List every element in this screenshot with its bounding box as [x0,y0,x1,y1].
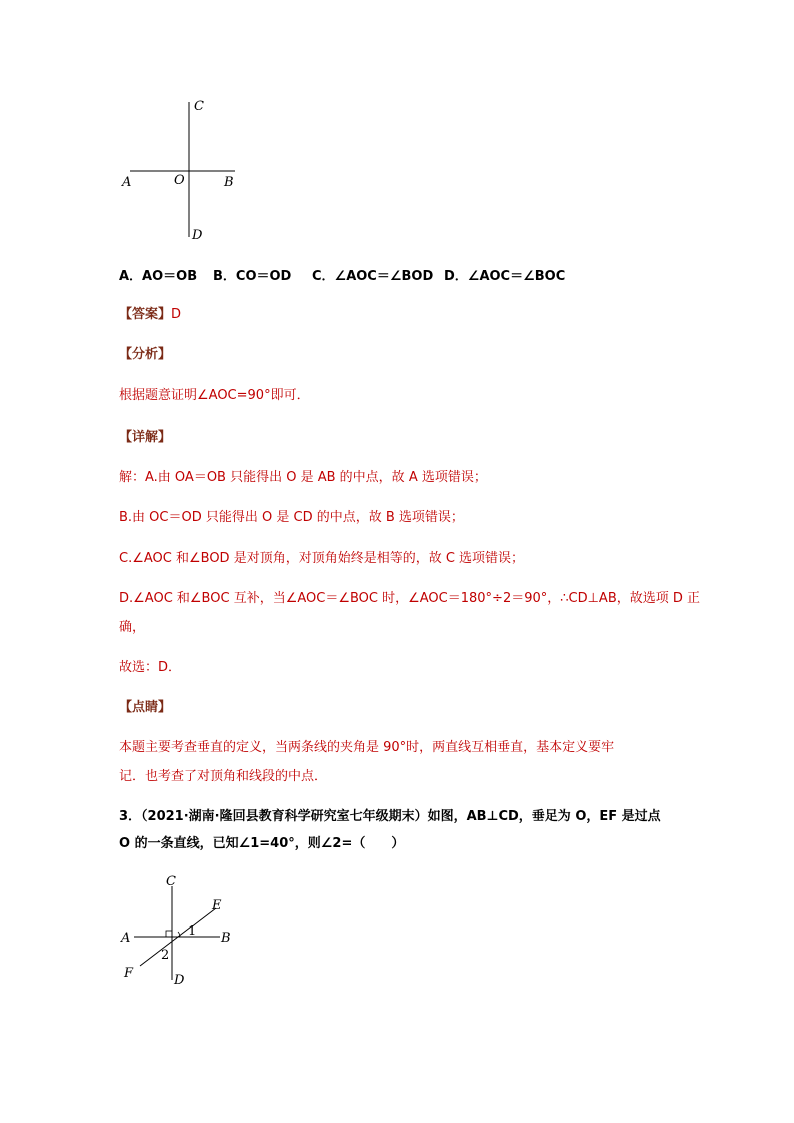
label-d: D [174,973,185,988]
detail-tag: 【详解】 [119,430,172,445]
label-a: A [121,931,131,946]
label-c: C [194,99,204,114]
question-3-line-2: O 的一条直线，已知∠1=40°，则∠2=（ ） [119,836,405,851]
detail-line-2: B.由 OC＝OD 只能得出 O 是 CD 的中点，故 B 选项错误； [119,510,464,525]
analysis-text: 根据题意证明∠AOC=90°即可． [119,388,310,403]
answer-line [119,305,181,325]
comment-line-1: 本题主要考查垂直的定义，当两条线的夹角是 90°时，两直线互相垂直，基本定义要牢 [119,740,615,755]
option-c: C．∠AOC＝∠BOD [312,269,434,284]
option-b: B．CO＝OD [213,269,292,284]
question-3-line-1: 3．（2021·湖南·隆回县教育科学研究室七年级期末）如图，AB⊥CD，垂足为 O，EF 是过点 [119,809,661,824]
label-f: F [124,966,134,981]
label-d: D [192,228,203,243]
option-d: D．∠AOC＝∠BOC [444,269,566,284]
label-b: B [224,175,234,190]
label-e: E [212,898,222,913]
detail-line-3: C.∠AOC 和∠BOD 是对顶角，对顶角始终是相等的，故 C 选项错误； [119,551,525,566]
analysis-tag: 【分析】 [119,347,172,362]
detail-line-1: 解：A.由 OA＝OB 只能得出 O 是 AB 的中点，故 A 选项错误； [119,470,487,485]
right-angle-mark [166,931,172,937]
figure-intersecting-lines [110,868,250,993]
label-o: O [174,173,185,188]
label-a: A [122,175,132,190]
label-angle-2: 2 [161,948,170,963]
detail-line-5: 确， [119,620,146,635]
figure-perpendicular-lines [110,92,260,247]
comment-line-2: 记．也考查了对顶角和线段的中点． [119,769,328,784]
label-b: B [221,931,231,946]
option-a: A．AO＝OB [119,269,198,284]
label-angle-1: 1 [188,924,197,939]
detail-line-6: 故选：D． [119,660,182,675]
answer-tag: 【答案】 [119,307,172,322]
label-c: C [166,874,176,889]
comment-tag: 【点睛】 [119,700,172,715]
answer-value: D [171,307,182,322]
detail-line-4: D.∠AOC 和∠BOC 互补，当∠AOC＝∠BOC 时，∠AOC＝180°÷2＝90°，∴CD⊥AB，故选项 D 正 [119,591,701,606]
